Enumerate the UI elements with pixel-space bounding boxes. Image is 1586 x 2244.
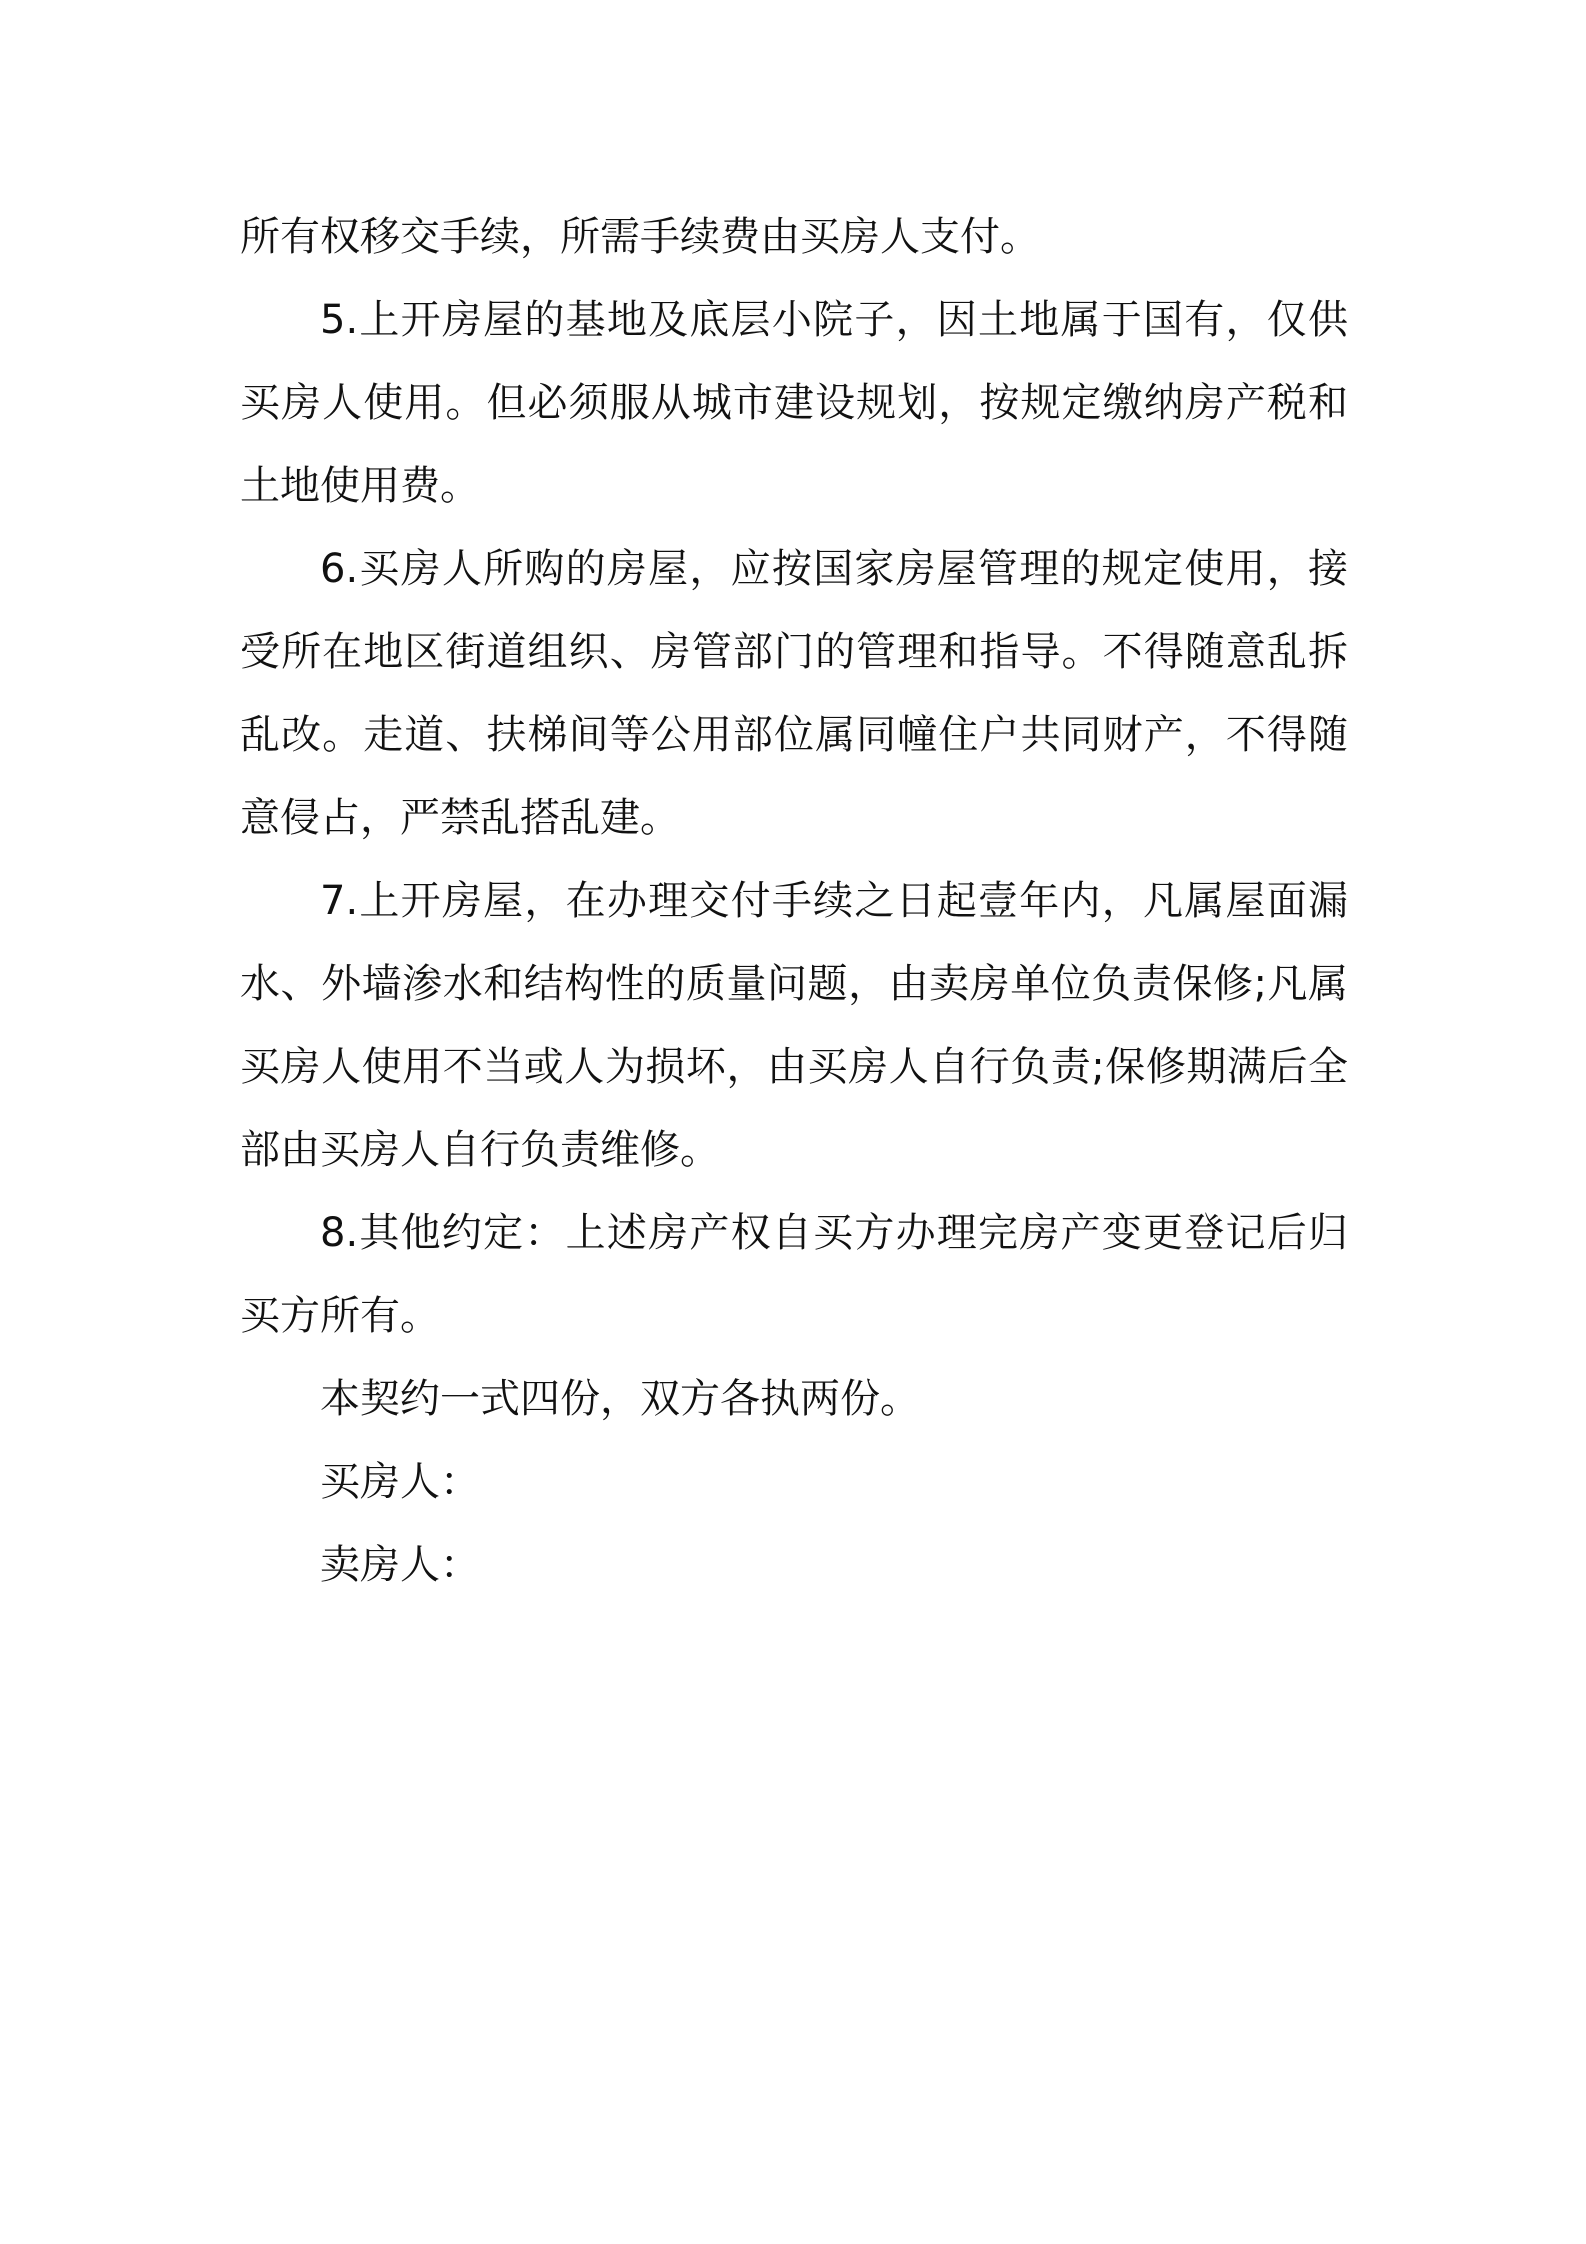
paragraph-continuation: 所有权移交手续，所需手续费由买房人支付。 bbox=[240, 214, 1040, 260]
contract-body bbox=[240, 196, 1348, 1607]
clause-7: 7.上开房屋，在办理交付手续之日起壹年内，凡属屋面漏水、外墙渗水和结构性的质量问题，由卖房单位负责保修;凡属买房人使用不当或人为损坏，由买房人自行负责;保修期满后全部由买房人自行负责维修。 bbox=[240, 878, 1348, 1173]
buyer-signature-label: 买房人： bbox=[320, 1459, 480, 1505]
seller-signature-label: 卖房人： bbox=[320, 1542, 480, 1588]
clause-5: 5.上开房屋的基地及底层小院子，因土地属于国有，仅供买房人使用。但必须服从城市建设规划，按规定缴纳房产税和土地使用费。 bbox=[240, 297, 1348, 509]
clause-8: 8.其他约定：上述房产权自买方办理完房产变更登记后归买方所有。 bbox=[240, 1210, 1348, 1339]
copies-statement: 本契约一式四份，双方各执两份。 bbox=[320, 1376, 920, 1422]
clause-6: 6.买房人所购的房屋，应按国家房屋管理的规定使用，接受所在地区街道组织、房管部门的管理和指导。不得随意乱拆乱改。走道、扶梯间等公用部位属同幢住户共同财产，不得随意侵占，严禁乱搭乱建。 bbox=[240, 546, 1348, 841]
